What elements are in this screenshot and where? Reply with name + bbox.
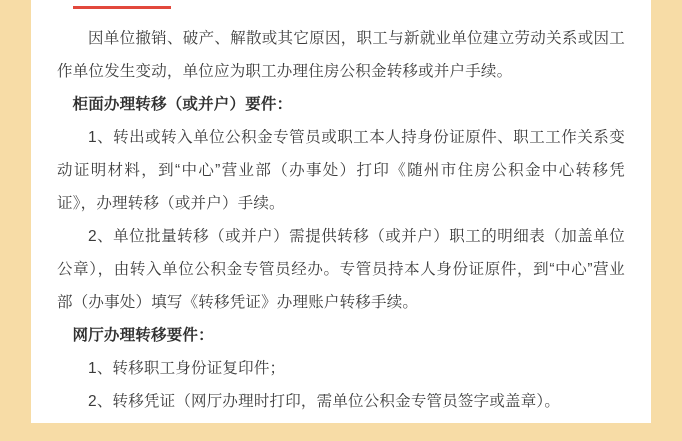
list-item-counter-1: 1、转出或转入单位公积金专管员或职工本人持身份证原件、职工工作关系变动证明材料，到“中心”营业部（办事处）打印《随州市住房公积金中心转移凭证》，办理转移（或并户）手续。	[57, 129, 625, 212]
paragraph-transfer-reason: 因单位撤销、破产、解散或其它原因，职工与新就业单位建立劳动关系或因工作单位发生变动，单位应为职工办理住房公积金转移或并户手续。	[57, 30, 625, 80]
content-body	[31, 0, 651, 423]
bottom-decorative-strip	[0, 423, 682, 441]
list-item-online-1: 1、转移职工身份证复印件；	[88, 360, 286, 377]
content-card	[31, 0, 651, 423]
list-item-online-2: 2、转移凭证（网厅办理时打印，需单位公积金专管员签字或盖章）。	[88, 393, 561, 410]
article-text	[57, 0, 625, 418]
bottom-right-corner	[651, 413, 682, 441]
right-decorative-band	[652, 0, 682, 441]
bottom-left-corner	[0, 413, 31, 441]
heading-counter-transfer-requirements: 柜面办理转移（或并户）要件：	[72, 96, 293, 113]
list-item-counter-2: 2、单位批量转移（或并户）需提供转移（或并户）职工的明细表（加盖单位公章），由转入单位公积金专管员经办。专管员持本人身份证原件，到“中心”营业部（办事处）填写《转移凭证》办理账户转移手续。	[57, 228, 625, 311]
left-decorative-band	[0, 0, 30, 441]
heading-online-transfer-requirements: 网厅办理转移要件：	[72, 327, 214, 344]
